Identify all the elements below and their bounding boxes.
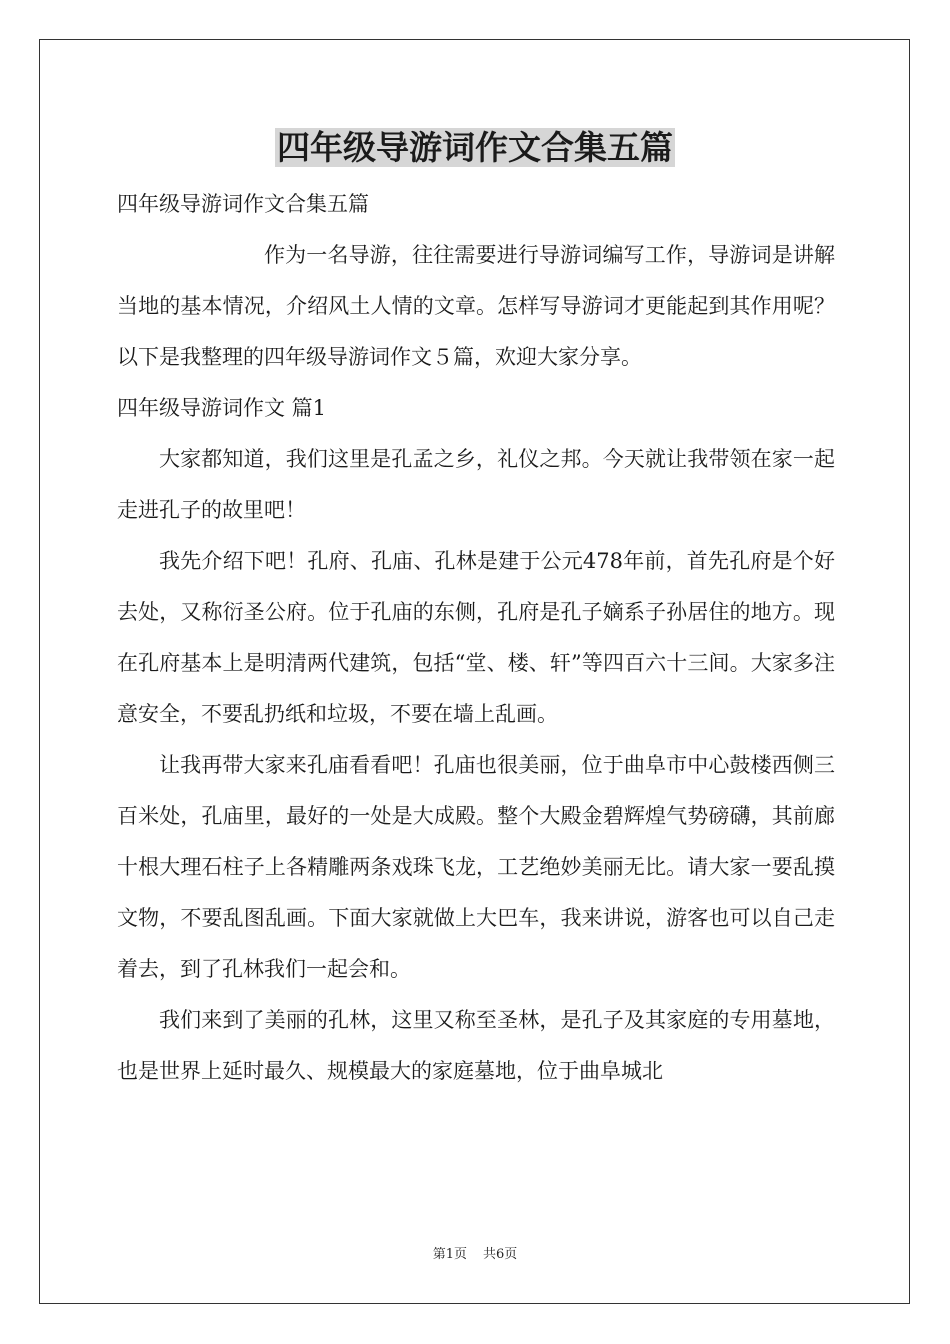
body-paragraph-2: 我先介绍下吧！孔府、孔庙、孔林是建于公元478年前，首先孔府是个好去处，又称衍圣公府。位于孔庙的东侧，孔府是孔子嫡系子孙居住的地方。现在孔府基本上是明清两代建筑，包括“堂、楼、轩”等四百六十三间。大家多注意安全，不要乱扔纸和垃圾，不要在墙上乱画。	[117, 549, 835, 726]
document-title	[0, 126, 950, 170]
document-body	[117, 179, 835, 1097]
section-heading: 四年级导游词作文 篇1	[117, 396, 327, 420]
body-paragraph-4: 我们来到了美丽的孔林，这里又称至圣林，是孔子及其家庭的专用墓地，也是世界上延时最久、规模最大的家庭墓地，位于曲阜城北	[117, 1008, 835, 1083]
page-footer	[0, 1245, 950, 1265]
body-paragraph-3: 让我再带大家来孔庙看看吧！孔庙也很美丽，位于曲阜市中心鼓楼西侧三百米处，孔庙里，最好的一处是大成殿。整个大殿金碧辉煌气势磅礴，其前廊十根大理石柱子上各精雕两条戏珠飞龙，工艺绝妙美丽无比。请大家一要乱摸文物，不要乱图乱画。下面大家就做上大巴车，我来讲说，游客也可以自己走着去，到了孔林我们一起会和。	[117, 753, 835, 981]
subtitle: 四年级导游词作文合集五篇	[117, 192, 369, 216]
page-number: 第1页	[432, 1247, 467, 1262]
page-total: 共6页	[483, 1247, 518, 1262]
document-title-text: 四年级导游词作文合集五篇	[277, 128, 673, 167]
intro-paragraph: 作为一名导游，往往需要进行导游词编写工作，导游词是讲解当地的基本情况，介绍风土人情的文章。怎样写导游词才更能起到其作用呢？以下是我整理的四年级导游词作文５篇，欢迎大家分享。	[117, 243, 835, 369]
body-paragraph-1: 大家都知道，我们这里是孔孟之乡，礼仪之邦。今天就让我带领在家一起走进孔子的故里吧！	[117, 447, 835, 522]
